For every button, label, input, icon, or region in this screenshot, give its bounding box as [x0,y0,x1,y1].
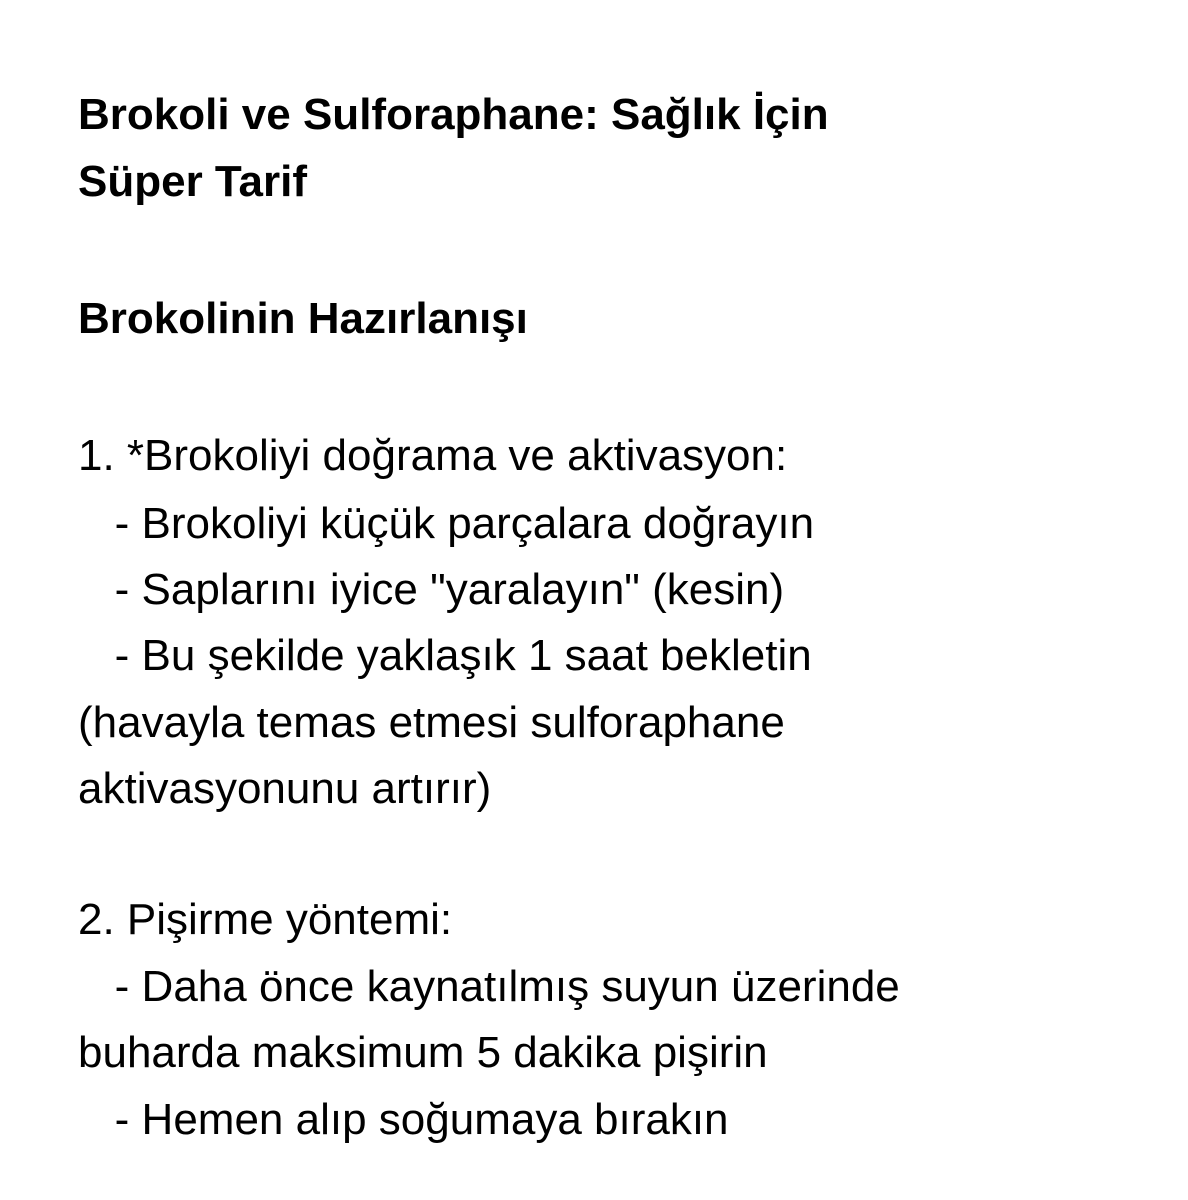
step-2-bullet-1-line-1: - Daha önce kaynatılmış suyun üzerinde [78,962,900,1011]
step-1-bullet-3-line-3: aktivasyonunu artırır) [78,764,492,813]
step-1-bullet-3-line-1: - Bu şekilde yaklaşık 1 saat bekletin [78,631,812,680]
title-line-2: Süper Tarif [78,157,308,206]
step-2-bullet-1-line-2: buharda maksimum 5 dakika pişirin [78,1028,768,1077]
title-line-1: Brokoli ve Sulforaphane: Sağlık İçin [78,90,829,139]
section-heading: Brokolinin Hazırlanışı [78,294,528,343]
step-2-heading: 2. Pişirme yöntemi: [78,895,453,944]
step-1-bullet-1: - Brokoliyi küçük parçalara doğrayın [78,499,815,548]
step-1-bullet-2: - Saplarını iyice "yaralayın" (kesin) [78,565,785,614]
step-2-bullet-2: - Hemen alıp soğumaya bırakın [78,1095,729,1144]
step-1-bullet-3-line-2: (havayla temas etmesi sulforaphane [78,698,785,747]
step-1-heading: 1. *Brokoliyi doğrama ve aktivasyon: [78,431,788,480]
